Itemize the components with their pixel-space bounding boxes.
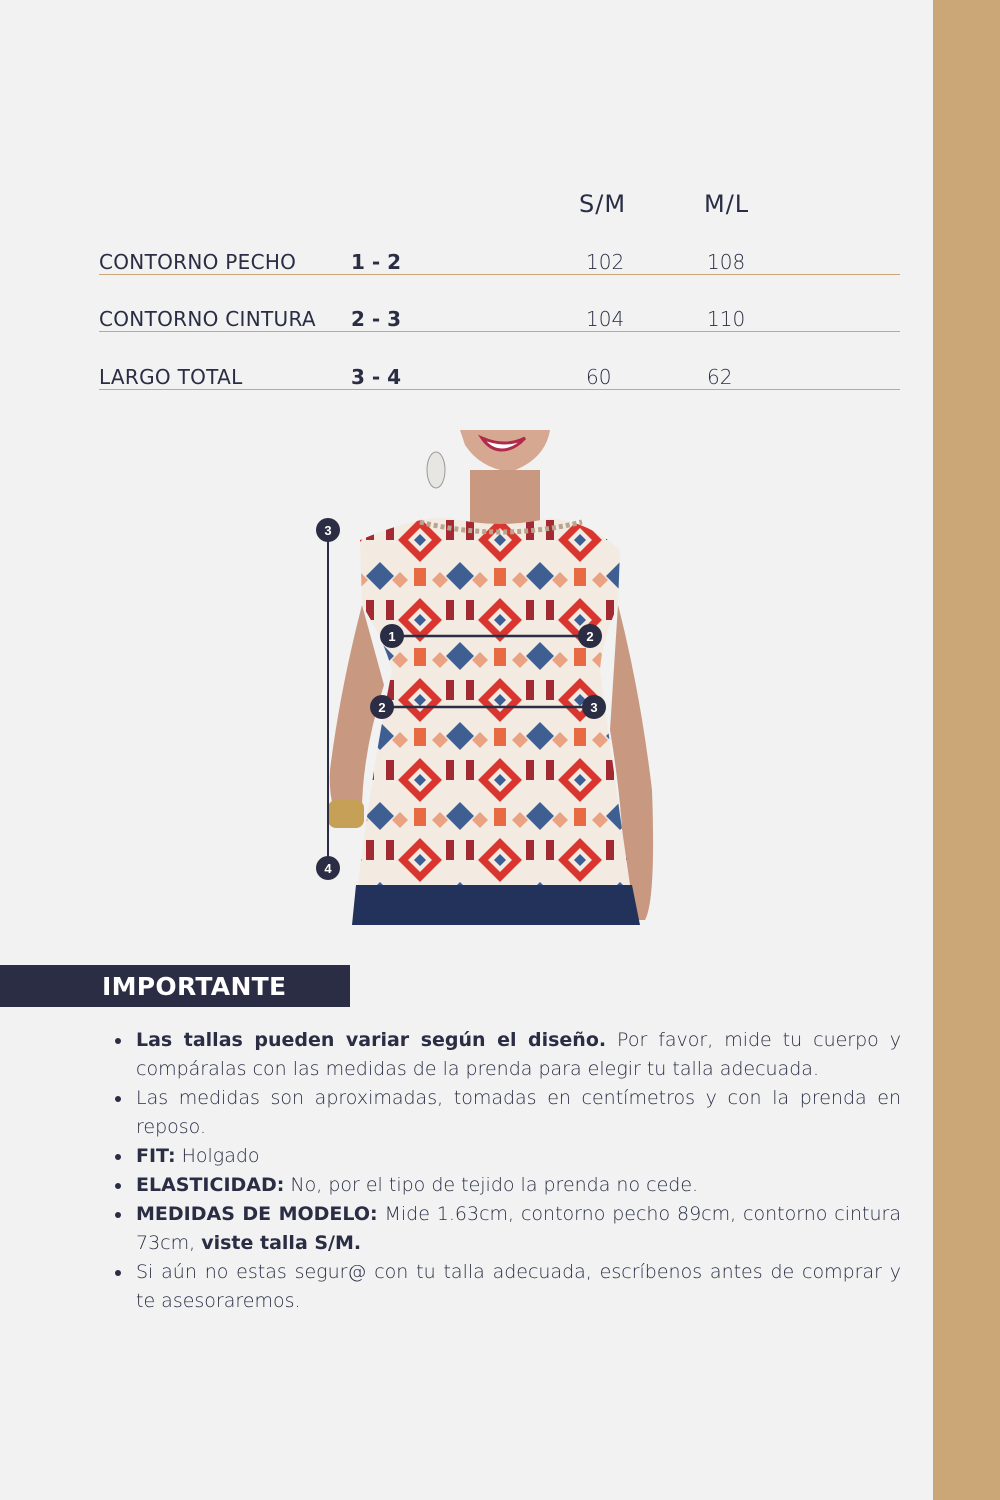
svg-text:3: 3: [324, 523, 332, 538]
table-row: [99, 302, 900, 332]
row-points: 2 - 3: [351, 307, 402, 331]
marker-4: [316, 856, 340, 880]
marker-2: [578, 624, 602, 648]
size-header-ml: M/L: [704, 190, 750, 218]
list-item: FIT: Holgado: [136, 1142, 901, 1171]
importante-heading: IMPORTANTE: [0, 965, 350, 1007]
svg-text:3: 3: [590, 700, 598, 715]
row-label: CONTORNO PECHO: [99, 250, 297, 274]
svg-text:4: 4: [324, 861, 332, 876]
row-label: CONTORNO CINTURA: [99, 307, 316, 331]
svg-text:2: 2: [586, 629, 594, 644]
row-points: 3 - 4: [351, 365, 402, 389]
marker-3: [316, 518, 340, 542]
list-item: Las medidas son aproximadas, tomadas en centímetros y con la prenda en reposo.: [136, 1084, 901, 1142]
list-item: Si aún no estas segur@ con tu talla adecuada, escríbenos antes de comprar y te asesoraremos.: [136, 1258, 901, 1316]
marker-2: [370, 695, 394, 719]
row-value-sm: 104: [586, 307, 625, 331]
svg-text:2: 2: [378, 700, 386, 715]
table-row: [99, 245, 900, 275]
svg-text:1: 1: [388, 629, 396, 644]
model-photo: [300, 430, 700, 925]
marker-3: [582, 695, 606, 719]
side-accent-bar: [933, 0, 1000, 1500]
list-item: Las tallas pueden variar según el diseño. Por favor, mide tu cuerpo y compáralas con las medidas de la prenda para elegir tu talla adecuada.: [136, 1026, 901, 1084]
row-label: LARGO TOTAL: [99, 365, 243, 389]
importante-list: [136, 1026, 901, 1316]
marker-1: [380, 624, 404, 648]
row-value-ml: 110: [707, 307, 746, 331]
table-row: [99, 360, 900, 390]
row-value-sm: 102: [586, 250, 625, 274]
row-value-ml: 108: [707, 250, 746, 274]
row-value-ml: 62: [707, 365, 733, 389]
row-points: 1 - 2: [351, 250, 402, 274]
list-item: ELASTICIDAD: No, por el tipo de tejido la prenda no cede.: [136, 1171, 901, 1200]
row-value-sm: 60: [586, 365, 612, 389]
size-header-sm: S/M: [579, 190, 627, 218]
list-item: MEDIDAS DE MODELO: Mide 1.63cm, contorno pecho 89cm, contorno cintura 73cm, viste talla S/M.: [136, 1200, 901, 1258]
